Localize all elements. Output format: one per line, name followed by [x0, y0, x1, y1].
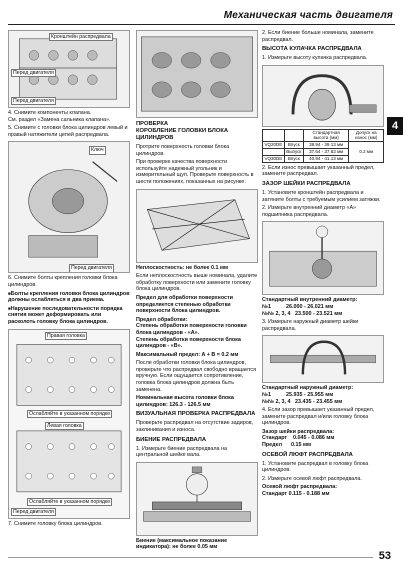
- figure-cam-height: [262, 65, 384, 127]
- paragraph: Степень обработки поверхности блока цилиндров - «B».: [136, 336, 241, 350]
- spec-max-limit: Максимальный предел: A + B = 0.2 мм: [136, 351, 239, 358]
- paragraph: Протрите поверхность головки блока цилиндров.: [136, 144, 230, 157]
- paragraph: 2. Если износ превышает указанный предел, замените распредвал.: [262, 164, 375, 178]
- spec-heading: Осевой люфт распредвала:: [262, 484, 338, 491]
- figure-head-photo: [136, 30, 258, 118]
- paragraph: 2. Измерьте осевой люфт распредвала.: [262, 475, 362, 482]
- spec-heading: Стандартный внутренний диаметр:: [262, 297, 358, 304]
- paragraph: 1. Установите распредвал в головку блока цилиндров.: [262, 460, 369, 474]
- treatment-heading: Предел обработки:: [136, 316, 188, 323]
- paragraph: Предел для обработки поверхности определяется степенью обработки поверхности блока цилиндров.: [136, 294, 233, 315]
- figure-label: Перед двигателя: [13, 98, 54, 104]
- figure-label: Кронштейн распредвала: [51, 34, 111, 40]
- section-heading: ВЫСОТА КУЛАЧКА РАСПРЕДВАЛА: [262, 46, 362, 53]
- page-number: 53: [378, 550, 391, 562]
- paragraph: Если неплоскостность выше номинала, удалите обработку поверхности или замените головку блока цилиндров.: [136, 273, 258, 293]
- spec-heading: Стандартный наружный диаметр:: [262, 385, 354, 392]
- figure-micrometer: [262, 335, 384, 383]
- paragraph: При проверке качества поверхности используйте надежный угольник и измерительный щуп. Проверьте поверхность в шести положениях, показанных на рисунке.: [136, 159, 254, 185]
- figure-runout: [136, 462, 258, 536]
- figure-bolt-sequence: [8, 329, 130, 519]
- section-heading: ЗАЗОР ШЕЙКИ РАСПРЕДВАЛА: [262, 180, 351, 187]
- micrometer-drawing: [263, 66, 383, 126]
- figure-camshaft-bracket: [8, 30, 130, 108]
- table-cell: [263, 148, 285, 155]
- spec-value: Стандарт 0.115 - 0.188 мм: [262, 491, 330, 498]
- spec-runout: Биение (максимальное показание индикатора): не более 0.05 мм: [136, 537, 228, 551]
- table-header: [263, 129, 285, 141]
- flatness-drawing: [137, 190, 257, 262]
- paragraph: 1. Измерьте биение распредвала на центральной шейке вала.: [136, 445, 227, 459]
- spec-value: №1 26.000 - 26.021 мм: [262, 303, 334, 310]
- spec-value: Предел 0.15 мм: [262, 442, 311, 449]
- figure-label: Правая головка: [47, 332, 85, 339]
- figure-bore-gauge: [262, 221, 384, 295]
- runout-drawing: [137, 463, 257, 535]
- table-cell: Впуск: [284, 155, 303, 162]
- section-heading: ВИЗУАЛЬНАЯ ПРОВЕРКА РАСПРЕДВАЛА: [136, 411, 256, 418]
- footer-rule: [8, 557, 373, 558]
- section-heading: БИЕНИЕ РАСПРЕДВАЛА: [136, 436, 207, 443]
- section-title: Механическая часть двигателя: [223, 10, 393, 21]
- paragraph: 2. Если биение больше номинала, замените распредвал.: [262, 30, 374, 43]
- chapter-tab: 4: [387, 117, 403, 135]
- table-cell: 40.94 - 41.13 мм: [303, 155, 349, 162]
- spec-value: №№ 2, 3, 4 23.435 - 23.455 мм: [262, 398, 343, 405]
- table-cell: 38.94 - 39.13 мм: [303, 141, 349, 148]
- figure-tensioner: [8, 141, 130, 273]
- figure-label: Перед двигателя: [71, 265, 112, 272]
- cam-height-table: [262, 129, 384, 163]
- table-header: Стандартная высота (мм): [303, 129, 349, 141]
- table-cell: VQ30DE: [264, 156, 283, 162]
- spec-heading: Зазор шейки распредвала:: [262, 428, 335, 435]
- step-text: 7. Снимите головку блока цилиндров.: [8, 520, 103, 527]
- header-rule: [8, 24, 395, 25]
- paragraph: 3. Измерьте наружный диаметр шейки распредвала.: [262, 319, 359, 332]
- section-heading: ОСЕВОЙ ЛЮФТ РАСПРЕДВАЛА: [262, 451, 353, 458]
- figure-label: Ослабляйте в указанном порядке: [29, 498, 111, 505]
- paragraph: 1. Измерьте высоту кулачка распредвала.: [262, 55, 368, 62]
- column-middle: [136, 30, 258, 551]
- section-heading: ПРОВЕРКА: [136, 121, 169, 127]
- figure-label: Перед двигателя: [13, 508, 54, 515]
- table-cell: 37.64 - 37.83 мм: [303, 148, 349, 155]
- table-cell: VQ20DE: [264, 142, 283, 148]
- figure-label: Ослабляйте в указанном порядке: [29, 410, 111, 417]
- spec-nominal-height: Номинальная высота головки блока цилиндров: 126.3 - 126.5 мм: [136, 395, 234, 408]
- table-cell: 0.2 мм: [349, 141, 384, 162]
- cylinder-head-drawing: [137, 31, 257, 117]
- paragraph: После обработки головки блока цилиндров, проверьте что распредвал свободно вращается вручную. Если ощущается сопротивление, головка блока цилиндров должна быть заменена.: [136, 360, 257, 393]
- warning-bullet: ■ Болты крепления головки блока цилиндров должны ослабляться в два приема.: [8, 291, 130, 304]
- figure-label: Перед двигателя: [13, 70, 54, 76]
- step-text: См. раздел «Замена сальника клапана».: [8, 116, 111, 123]
- tensioner-drawing: [9, 142, 129, 272]
- figure-flatness-check: [136, 189, 258, 263]
- figure-label: Левая головка: [47, 422, 82, 429]
- section-heading: КОРОБЛЕНИЕ ГОЛОВКИ БЛОКА ЦИЛИНДРОВ: [136, 128, 229, 141]
- step-text: 6. Снимите болты крепления головки блока цилиндров.: [8, 275, 118, 288]
- micrometer-journal-drawing: [263, 336, 383, 382]
- paragraph: Степень обработки поверхности головки блока цилиндров - «A».: [136, 323, 247, 336]
- column-left: [8, 30, 130, 527]
- spec-flatness: Неплоскостность: не более 0.1 мм: [136, 264, 228, 271]
- step-text: 5. Снимите с головки блока цилиндров левый и правый натяжители цепей распредвала.: [8, 125, 128, 138]
- spec-value: №№ 2, 3, 4 23.500 - 23.521 мм: [262, 310, 343, 317]
- table-header: Допуск на износ (мм): [349, 129, 384, 141]
- table-cell: Впуск: [284, 141, 303, 148]
- paragraph: 2. Измерьте внутренний диаметр «A» подшипника распредвала.: [262, 205, 357, 218]
- table-header: [284, 129, 303, 141]
- spec-value: Стандарт 0.045 - 0.086 мм: [262, 435, 335, 442]
- paragraph: 4. Если зазор превышает указанный предел, замените распредвал и/или головку блока цилиндров.: [262, 407, 375, 427]
- paragraph: 1. Установите кронштейн распредвала и затяните болты с требуемым усилием затяжки.: [262, 189, 381, 203]
- table-cell: Выпуск: [286, 149, 302, 155]
- step-text: 4. Снимите компоненты клапана.: [8, 110, 92, 116]
- warning-bullet: ■ Нарушение последовательности порядка снятия может деформировать или расколоть головку блока цилиндров.: [8, 306, 130, 326]
- bore-gauge-drawing: [263, 222, 383, 294]
- column-right: [262, 30, 384, 498]
- figure-label: Ключ: [91, 147, 104, 154]
- paragraph: Проверьте распредвал на отсутствие задиров, заклинивания и износа.: [136, 420, 254, 434]
- spec-value: №1 25.935 - 25.955 мм: [262, 391, 334, 398]
